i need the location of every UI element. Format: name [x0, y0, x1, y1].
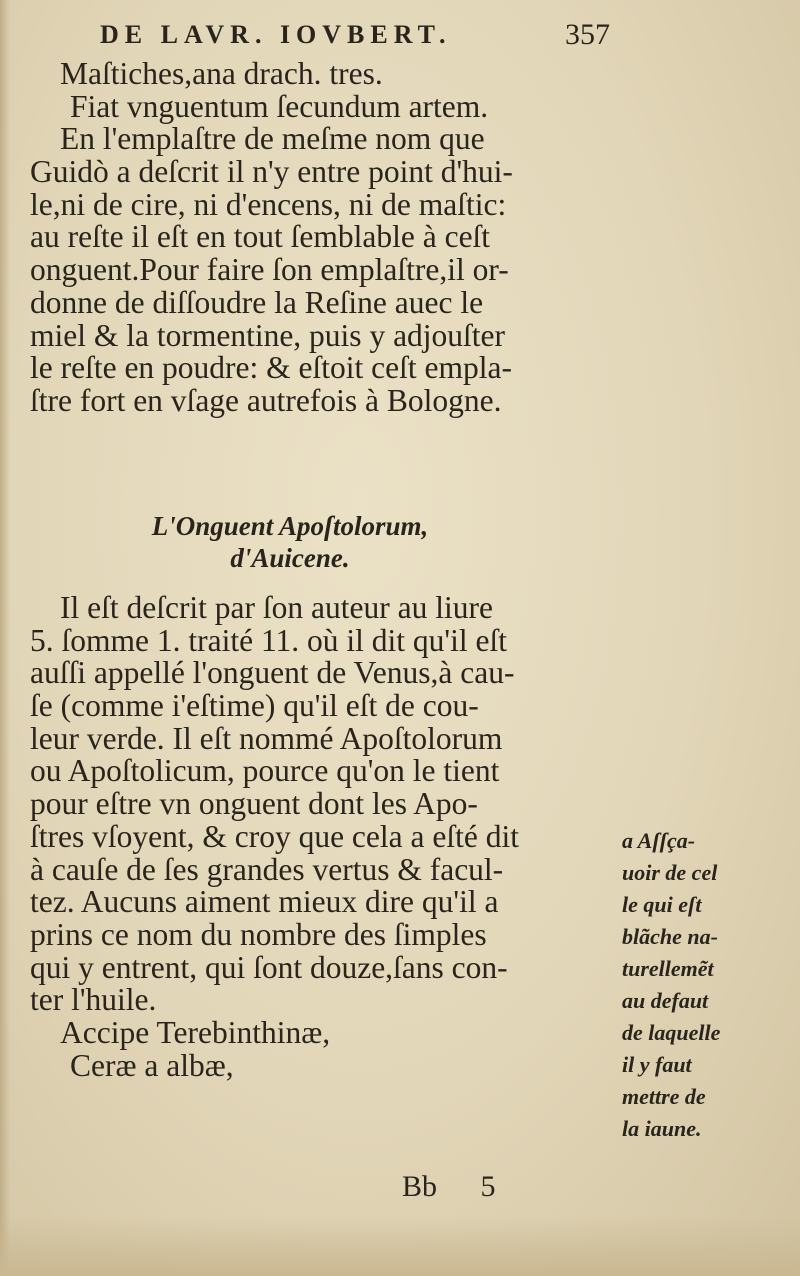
text-line: à cauſe de ſes grandes vertus & facul-: [30, 851, 504, 887]
margin-line: il y faut: [622, 1052, 692, 1077]
page-number: 357: [565, 18, 610, 51]
marginal-note: [622, 825, 782, 1145]
margin-line: de laquelle: [622, 1020, 721, 1045]
page-bottom-shadow: [0, 1216, 800, 1276]
page-left-shadow: [0, 0, 10, 1276]
text-line: Fiat vnguentum ſecundum artem.: [70, 88, 489, 124]
margin-line: turellemẽt: [622, 956, 714, 981]
signature-mark: [402, 1170, 496, 1204]
text-line: ſtre fort en vſage autrefois à Bologne.: [30, 382, 502, 418]
margin-line: mettre de: [622, 1084, 706, 1109]
text-line: pour eſtre vn onguent dont les Apo-: [30, 786, 478, 822]
page-header: [100, 18, 610, 58]
text-line: au reſte il eſt en tout ſemblable à ceſt: [30, 219, 491, 255]
text-block-2: [30, 592, 650, 1082]
margin-line: blãche na-: [622, 924, 718, 949]
margin-line: uoir de cel: [622, 860, 718, 885]
text-block-1: [30, 58, 630, 418]
text-line: ſtres vſoyent, & croy que cela a eſté dit: [30, 818, 519, 854]
running-head: DE LAVR. IOVBERT.: [100, 20, 452, 49]
margin-line: a Aſſça-: [622, 828, 696, 853]
margin-line: au defaut: [622, 988, 709, 1013]
text-line: ſe (comme i'eſtime) qu'il eſt de cou-: [30, 688, 479, 724]
text-line: prins ce nom du nombre des ſimples: [30, 916, 487, 952]
text-line: Accipe Terebinthinæ,: [60, 1014, 331, 1050]
text-line: ter l'huile.: [30, 982, 157, 1018]
text-line: leur verde. Il eſt nommé Apoſtolorum: [30, 720, 503, 756]
text-line: donne de diſſoudre la Reſine auec le: [30, 284, 484, 320]
text-line: onguent.Pour faire ſon emplaſtre,il or-: [30, 252, 509, 288]
text-line: auſſi appellé l'onguent de Venus,à cau-: [30, 655, 515, 691]
heading-line-2: d'Auicene.: [230, 543, 350, 573]
text-line: Maſtiches,ana drach. tres.: [60, 56, 383, 91]
text-line: 5. ſomme 1. traité 11. où il dit qu'il eſt: [30, 622, 507, 658]
text-line: Ceræ a albæ,: [70, 1047, 234, 1083]
text-line: En l'emplaſtre de meſme nom que: [60, 121, 485, 157]
text-line: ou Apoſtolicum, pource qu'on le tient: [30, 753, 500, 789]
heading-line-1: L'Onguent Apoſtolorum,: [151, 511, 429, 541]
text-line: Il eſt deſcrit par ſon auteur au liure: [60, 590, 493, 625]
text-line: miel & la tormentine, puis y adjouſter: [30, 317, 506, 353]
text-line: le reſte en poudre: & eſtoit ceſt empla-: [30, 350, 512, 386]
text-line: le,ni de cire, ni d'encens, ni de maſtic:: [30, 186, 507, 222]
text-line: Guidò a deſcrit il n'y entre point d'hui-: [30, 154, 513, 190]
signature-letters: Bb: [402, 1170, 438, 1203]
section-heading: [30, 510, 550, 574]
signature-number: 5: [480, 1170, 496, 1203]
margin-line: le qui eſt: [622, 892, 702, 917]
text-line: tez. Aucuns aiment mieux dire qu'il a: [30, 884, 499, 920]
margin-line: la iaune.: [622, 1116, 702, 1141]
text-line: qui y entrent, qui ſont douze,ſans con-: [30, 949, 508, 985]
